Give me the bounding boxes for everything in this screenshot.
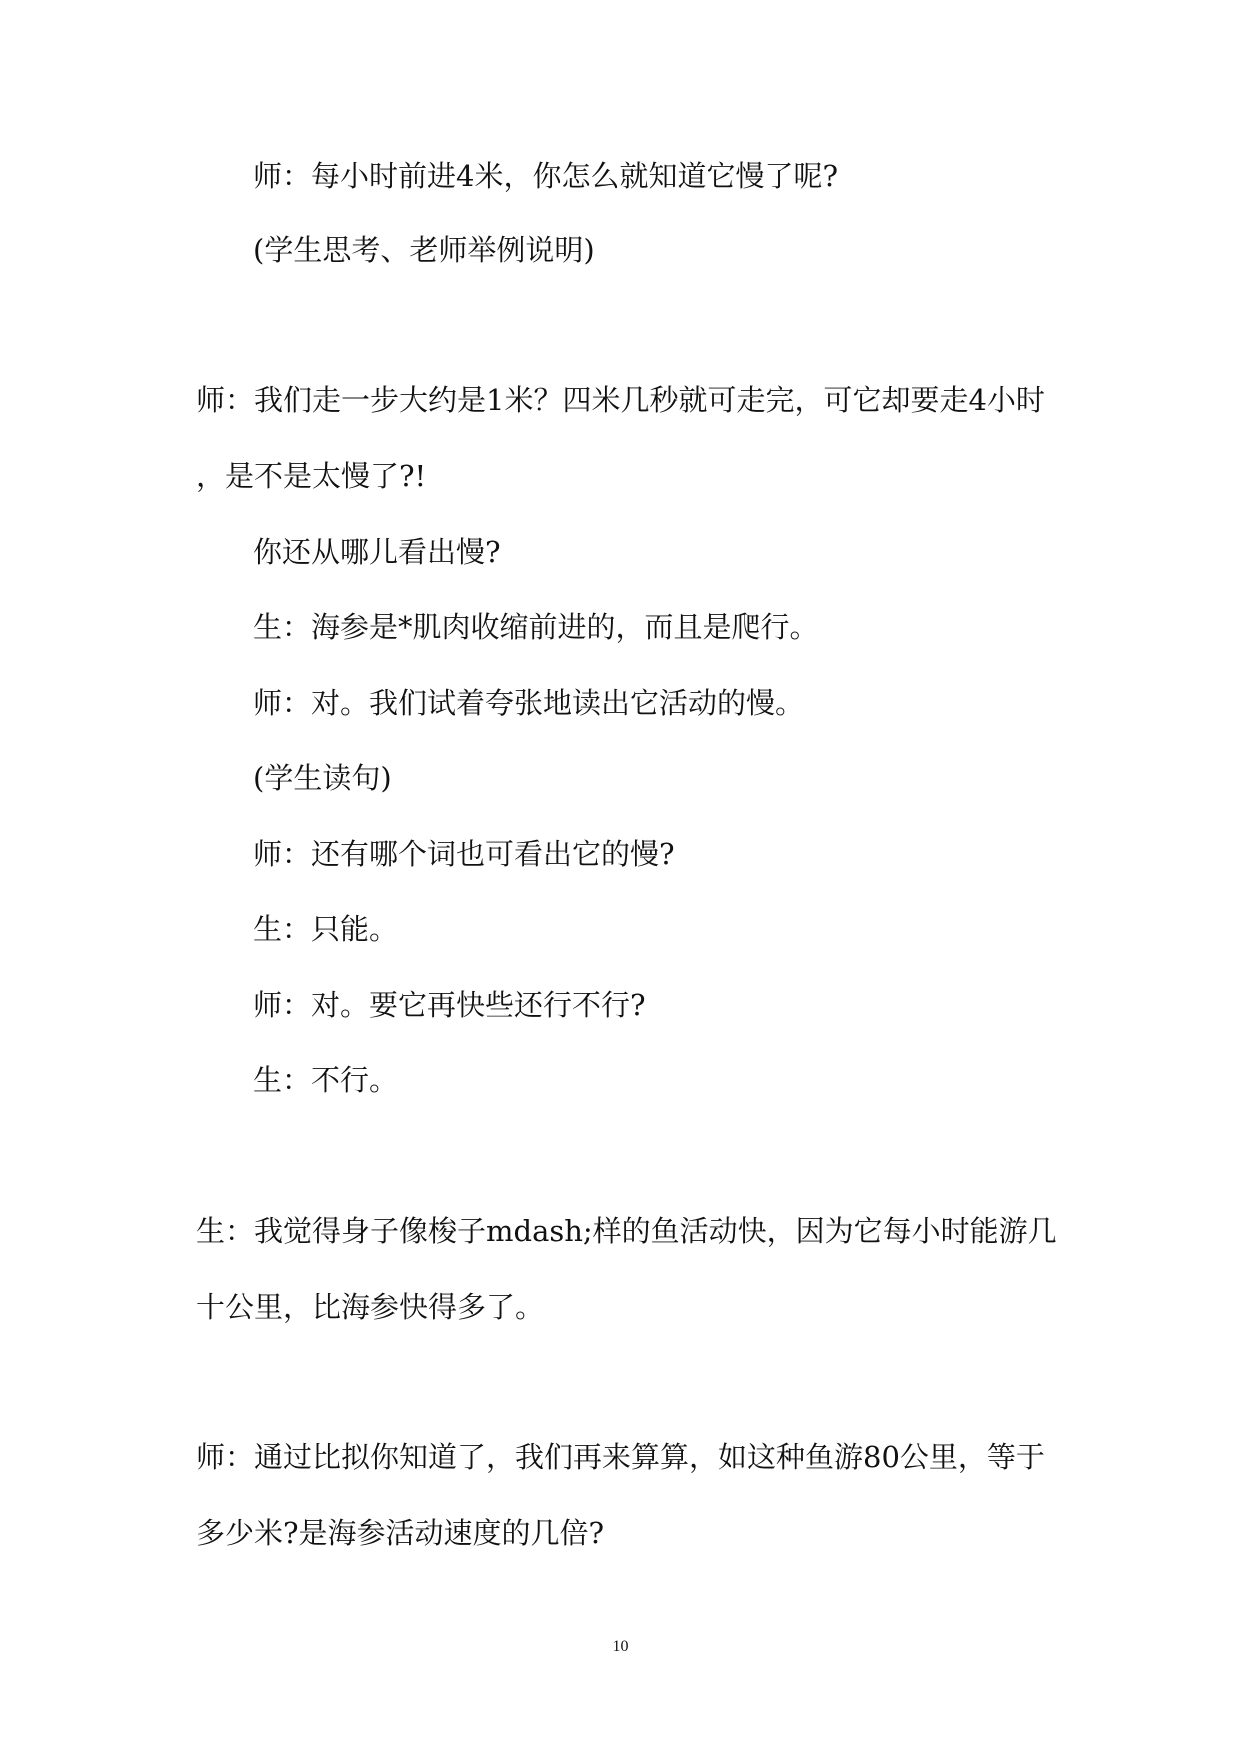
text-line: 师：对。我们试着夸张地读出它活动的慢。 [253,686,805,720]
page-number: 10 [612,1638,629,1655]
text-line: 生：海参是*肌肉收缩前进的，而且是爬行。 [253,610,819,644]
text-line: 师：对。要它再快些还行不行? [253,988,646,1022]
text-line: (学生读句) [253,761,392,795]
text-line: 师：还有哪个词也可看出它的慢? [253,837,675,871]
text-line: ，是不是太慢了?! [196,459,427,493]
text-line: 你还从哪儿看出慢? [253,535,501,569]
text-line: 师：我们走一步大约是1米？四米几秒就可走完，可它却要走4小时 [196,383,1045,417]
text-line: 生：只能。 [253,912,399,946]
text-line: 生：我觉得身子像梭子mdash;样的鱼活动快，因为它每小时能游几 [196,1214,1057,1248]
text-line: 多少米?是海参活动速度的几倍? [196,1516,605,1550]
text-line: 师：通过比拟你知道了，我们再来算算，如这种鱼游80公里，等于 [196,1440,1045,1474]
text-line: 十公里，比海参快得多了。 [196,1290,545,1324]
text-line: 生：不行。 [253,1063,399,1097]
text-line: 师：每小时前进4米，你怎么就知道它慢了呢? [253,159,838,193]
text-line: (学生思考、老师举例说明) [253,233,595,267]
